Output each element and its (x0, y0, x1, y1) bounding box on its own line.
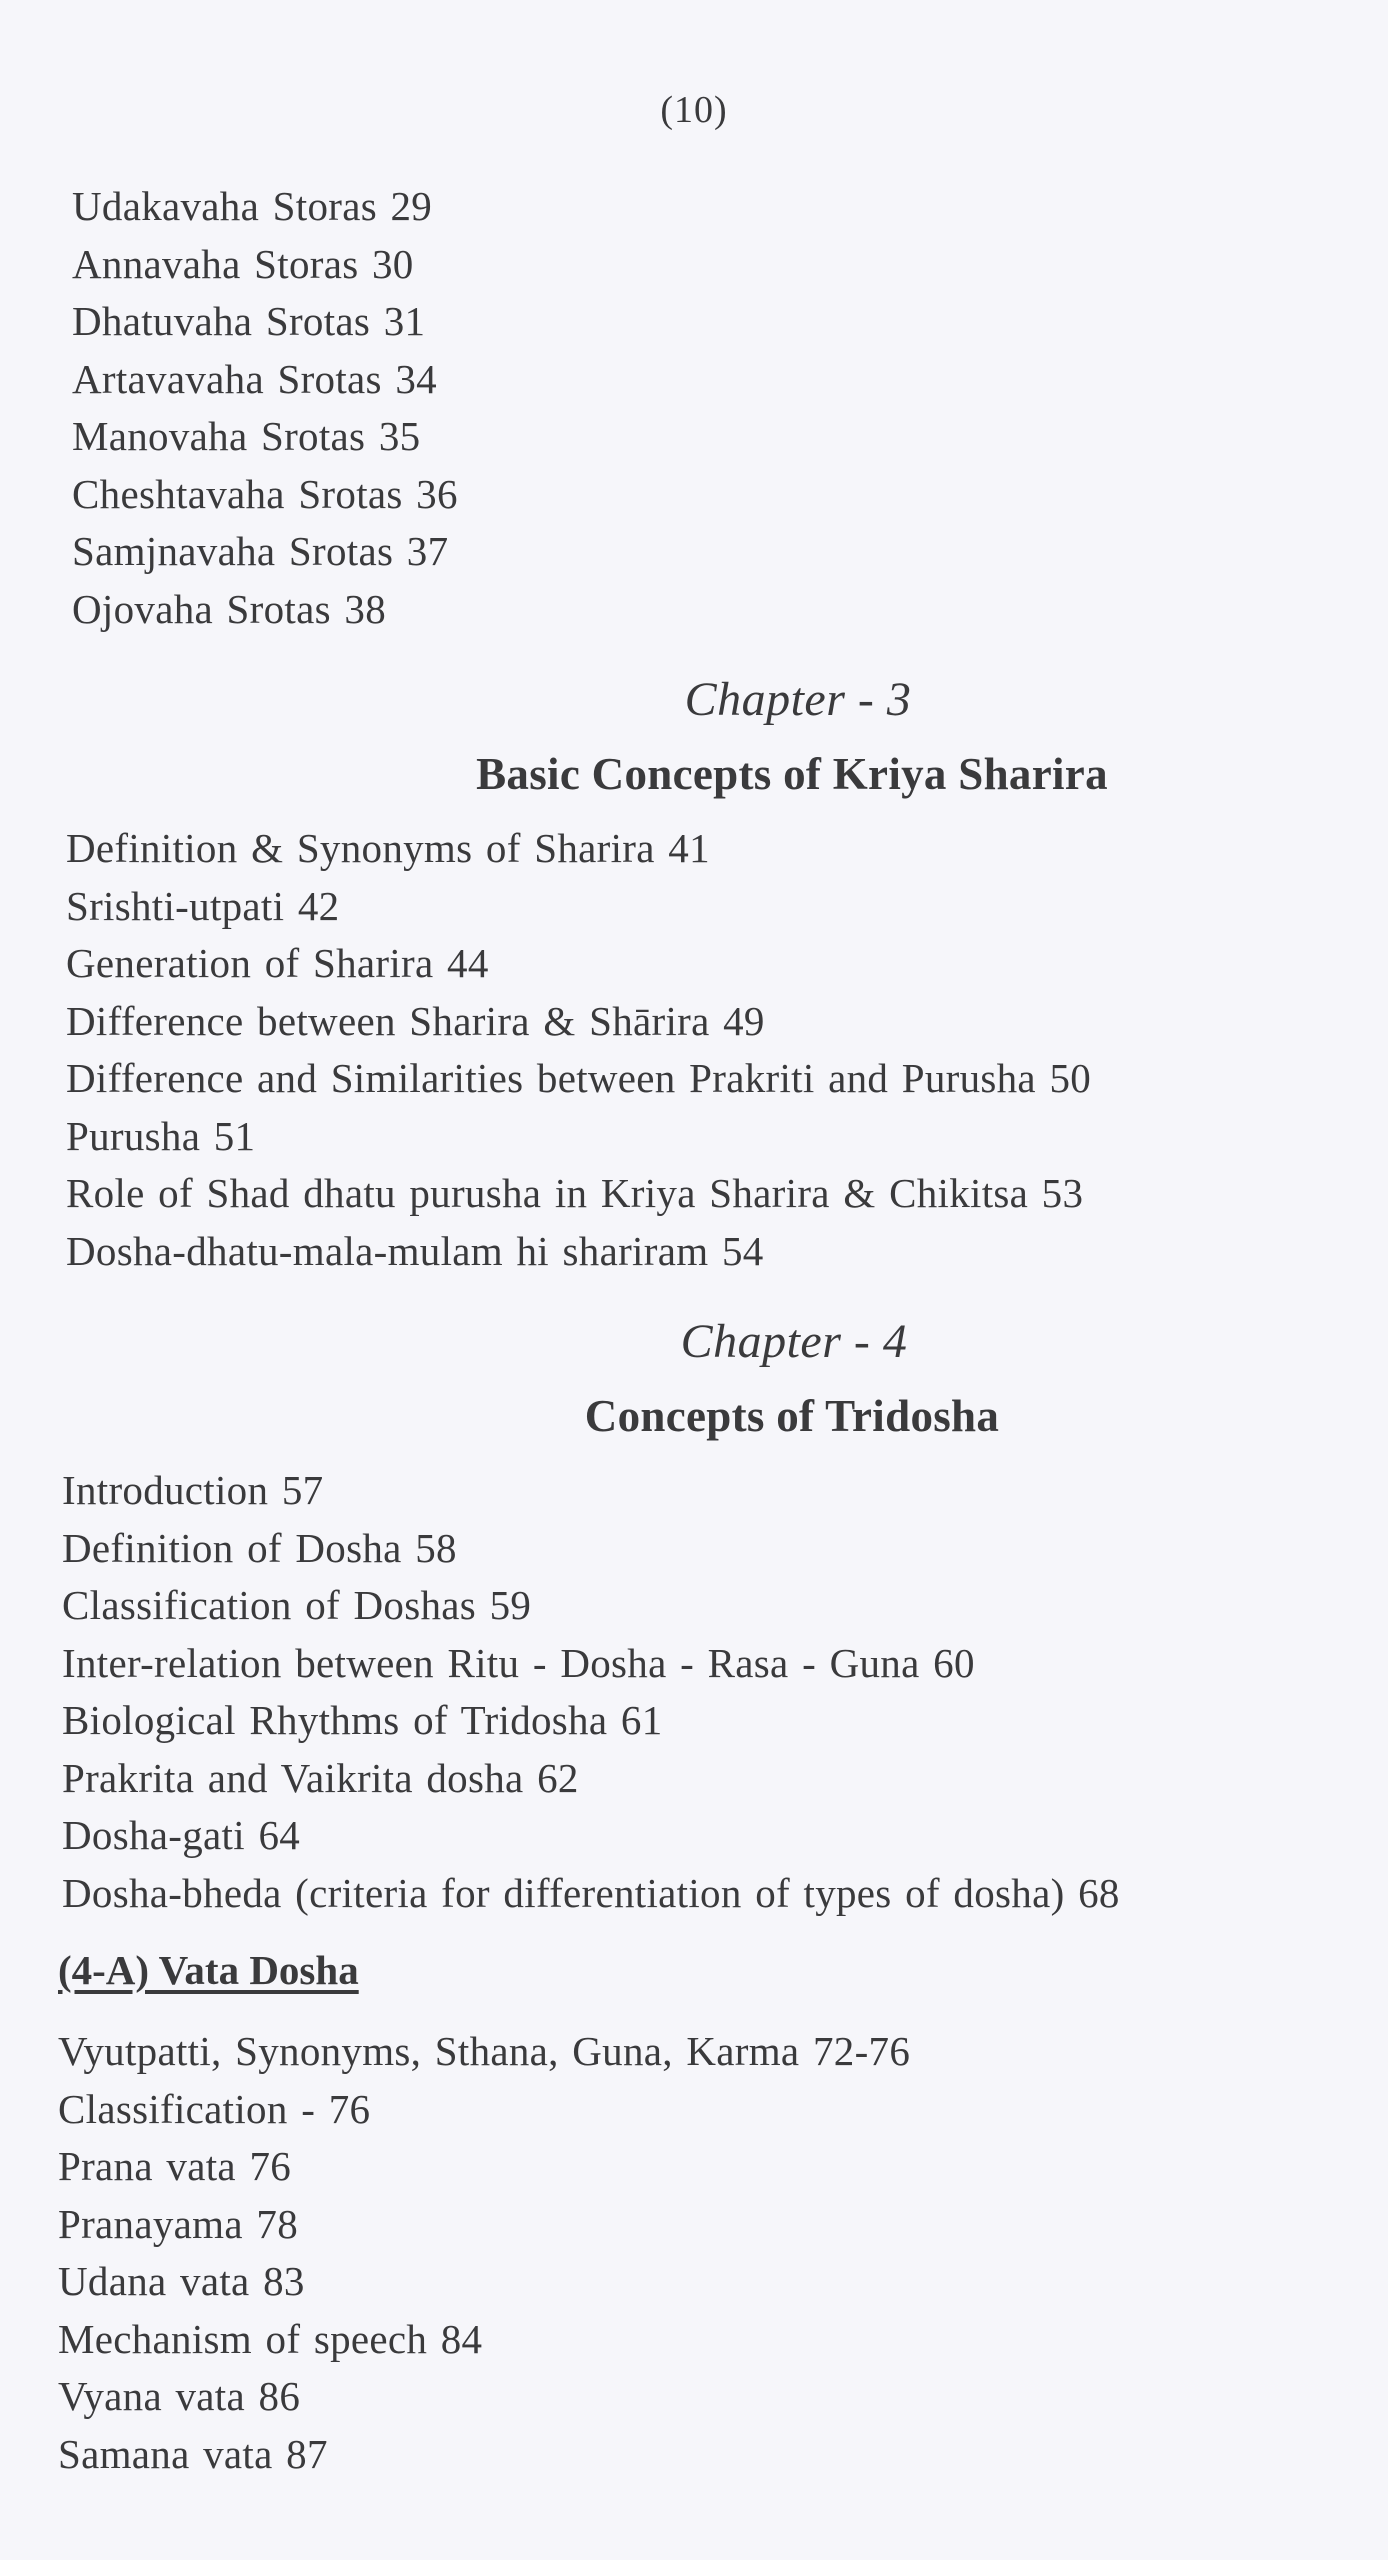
list-item: Dhatuvaha Srotas 31 (72, 298, 426, 344)
list-item: Srishti-utpati 42 (66, 882, 340, 929)
list-item: Udana vata 83 (58, 2258, 305, 2304)
chapter-3-title: Basic Concepts of Kriya Sharira (476, 749, 1108, 799)
list-item: Samjnavaha Srotas 37 (72, 528, 449, 574)
list-item: Dosha-dhatu-mala-mulam hi shariram 54 (66, 1227, 764, 1274)
list-item: Mechanism of speech 84 (58, 2315, 483, 2362)
list-item: Difference between Sharira & Shārira 49 (66, 997, 765, 1044)
chapter-4-label: Chapter - 4 (680, 1315, 908, 1368)
list-item: Role of Shad dhatu purusha in Kriya Sharira & Chikitsa 53 (66, 1170, 1084, 1216)
subsection-heading-vata-dosha: (4-A) Vata Dosha (58, 1947, 359, 1993)
list-item: Cheshtavaha Srotas 36 (72, 470, 458, 517)
list-item: Introduction 57 (62, 1467, 324, 1513)
list-item: Biological Rhythms of Tridosha 61 (62, 1697, 663, 1743)
list-item: Definition & Synonyms of Sharira 41 (66, 825, 710, 871)
list-item: Artavavaha Srotas 34 (72, 355, 437, 402)
list-item: Generation of Sharira 44 (66, 940, 489, 986)
chapter-4-entries-list (62, 1462, 1120, 1922)
chapter-3-entries-list (66, 820, 1091, 1280)
list-item: Pranayama 78 (58, 2200, 298, 2247)
list-item: Definition of Dosha 58 (62, 1524, 457, 1571)
list-item: Vyutpatti, Synonyms, Sthana, Guna, Karma 72-76 (58, 2028, 911, 2074)
list-item: Udakavaha Storas 29 (72, 183, 433, 229)
list-item: Vyana vata 86 (58, 2373, 301, 2419)
chapter-4-title: Concepts of Tridosha (584, 1391, 1000, 1441)
page-number: (10) (660, 89, 728, 131)
list-item: Manovaha Srotas 35 (72, 413, 421, 459)
list-item: Samana vata 87 (58, 2430, 328, 2477)
list-item: Ojovaha Srotas 38 (72, 585, 386, 632)
list-item: Purusha 51 (66, 1112, 256, 1159)
list-item: Difference and Similarities between Prakriti and Purusha 50 (66, 1055, 1092, 1101)
list-item: Annavaha Storas 30 (72, 240, 414, 287)
list-item: Prana vata 76 (58, 2143, 292, 2189)
list-item: Dosha-gati 64 (62, 1812, 301, 1858)
list-item: Classification - 76 (58, 2085, 371, 2132)
chapter-3-label: Chapter - 3 (684, 673, 912, 726)
list-item: Inter-relation between Ritu - Dosha - Rasa - Guna 60 (62, 1639, 975, 1686)
list-item: Classification of Doshas 59 (62, 1582, 532, 1628)
vata-dosha-entries-list (58, 2023, 910, 2483)
continued-entries-list (72, 178, 458, 638)
list-item: Prakrita and Vaikrita dosha 62 (62, 1754, 579, 1801)
list-item: Dosha-bheda (criteria for differentiation of types of dosha) 68 (62, 1869, 1120, 1916)
